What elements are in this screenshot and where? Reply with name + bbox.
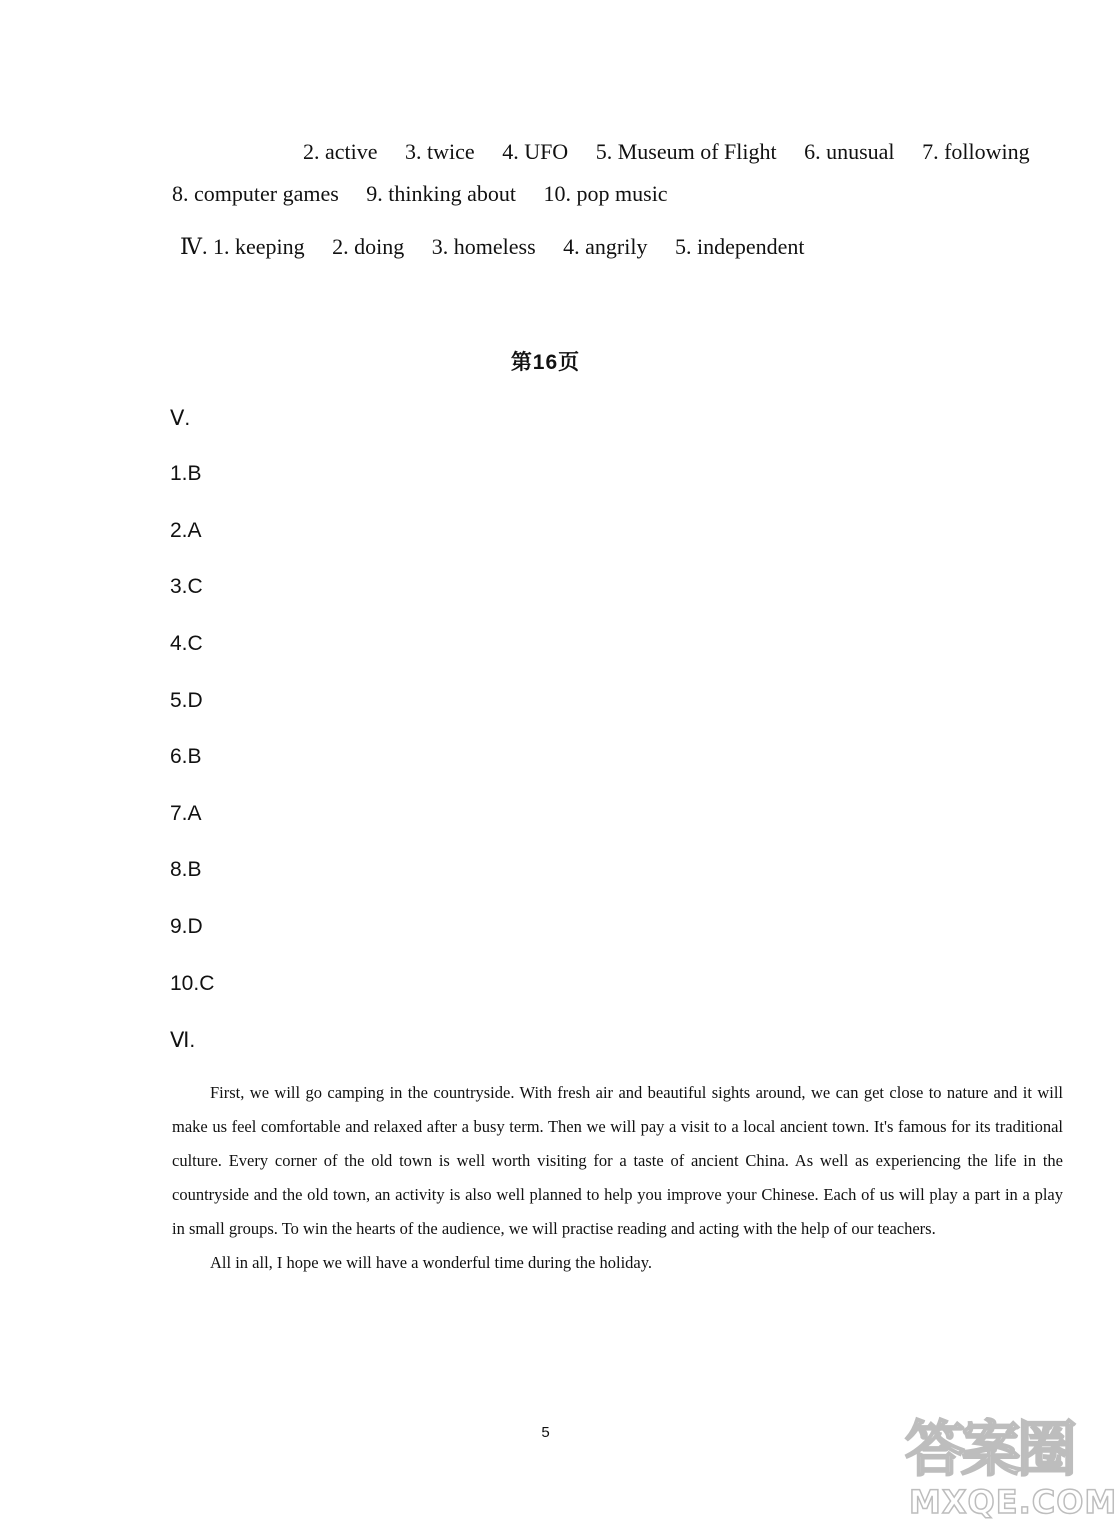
- answer-item: 7. following: [922, 139, 1030, 164]
- answer-item: 2. doing: [332, 234, 405, 259]
- essay-paragraph: All in all, I hope we will have a wonderful time during the holiday.: [210, 1253, 653, 1272]
- answer-item: 3. homeless: [431, 234, 536, 259]
- answer-v-6: 6.B: [170, 745, 202, 768]
- answer-item: 6. unusual: [804, 139, 895, 164]
- answer-item: 5. Museum of Flight: [595, 139, 777, 164]
- answer-v-10: 10.C: [170, 972, 215, 995]
- watermark-domain: MXQE.COM: [909, 1483, 1117, 1521]
- answer-v-4: 4.C: [170, 632, 203, 655]
- watermark-glyphs: 答案圈: [905, 1415, 1073, 1485]
- essay: [172, 1076, 1063, 1280]
- answer-v-8: 8.B: [170, 858, 202, 881]
- section-vi-label: Ⅵ.: [170, 1029, 196, 1052]
- answer-v-1: 1.B: [170, 462, 202, 485]
- section-iii-line-1: [303, 139, 1030, 165]
- essay-paragraph: First, we will go camping in the countryside. With fresh air and beautiful sights around, we can get close to nature and it will make us feel comfortable and relaxed after a busy term. Then we will pay a visit to a local ancient town. It's famous for its traditional culture. Every corner of the old town is well worth visiting for a taste of ancient China. As well as experiencing the life in the countryside and the old town, an activity is also well planned to help you improve your Chinese. Each of us will play a part in a play in small groups. To win the hearts of the audience, we will practise reading and acting with the help of our teachers.: [172, 1083, 1063, 1238]
- answer-item: Ⅳ. 1. keeping: [180, 234, 305, 259]
- section-iv-line: [180, 234, 827, 260]
- page-number: 5: [541, 1424, 550, 1441]
- answer-v-9: 9.D: [170, 915, 203, 938]
- page-heading: 第16页: [510, 351, 581, 374]
- answer-v-7: 7.A: [170, 802, 202, 825]
- answer-item: 4. angrily: [563, 234, 648, 259]
- section-v-label: Ⅴ.: [170, 407, 191, 430]
- answer-item: 9. thinking about: [366, 181, 517, 206]
- answer-item: 4. UFO: [502, 139, 569, 164]
- watermark-logo: [905, 1415, 1117, 1530]
- answer-v-3: 3.C: [170, 575, 203, 598]
- answer-item: 5. independent: [674, 234, 805, 259]
- answer-item: 3. twice: [405, 139, 475, 164]
- answer-item: 10. pop music: [543, 181, 668, 206]
- answer-v-2: 2.A: [170, 519, 202, 542]
- answer-item: 8. computer games: [172, 181, 339, 206]
- answer-v-5: 5.D: [170, 689, 203, 712]
- answer-item: 2. active: [303, 139, 378, 164]
- section-iii-line-2: [172, 181, 690, 207]
